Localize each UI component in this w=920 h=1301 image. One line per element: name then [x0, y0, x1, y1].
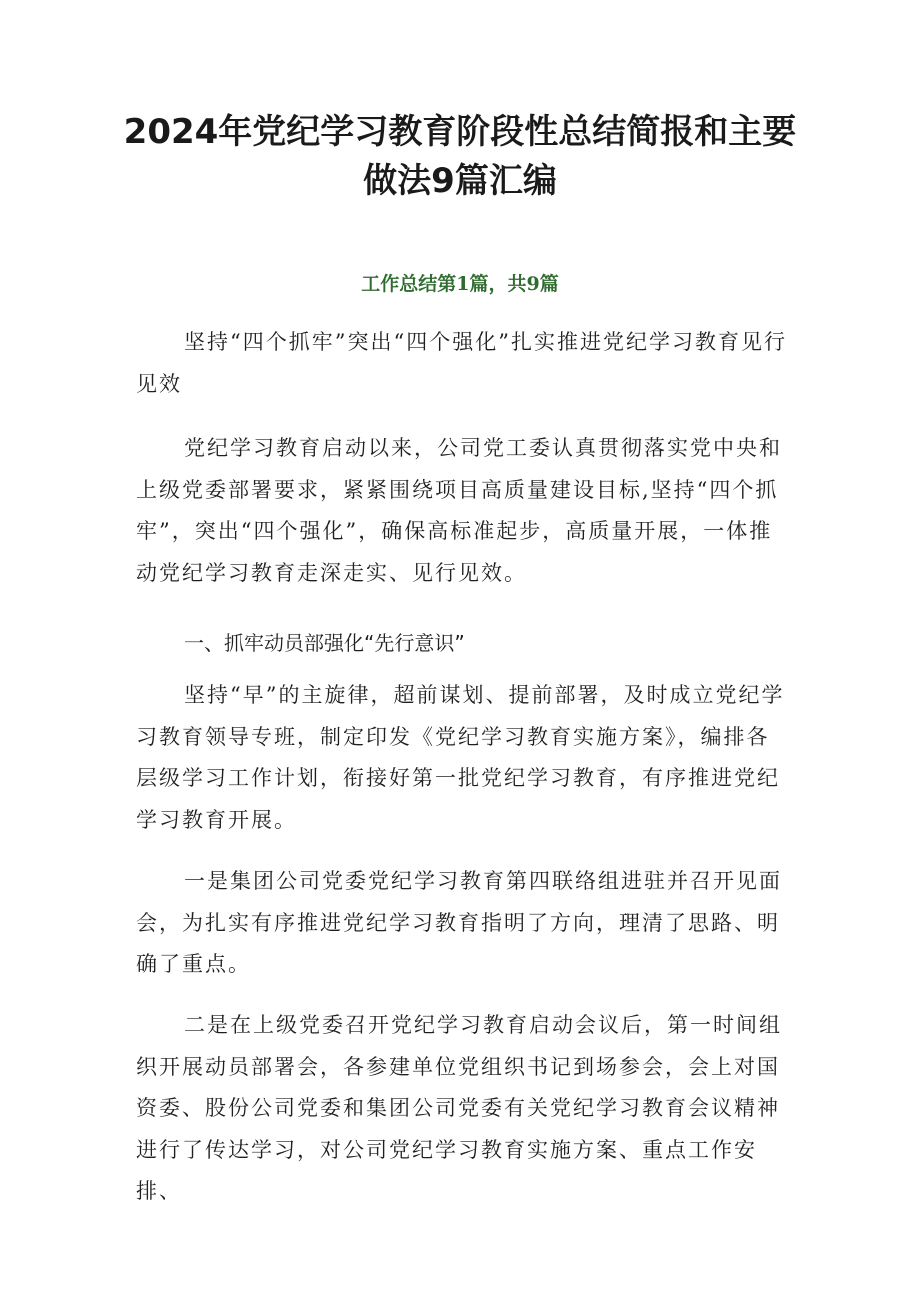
section-paragraph: 二是在上级党委召开党纪学习教育启动会议后，第一时间组织开展动员部署会，各参建单位党组织书记到场参会，会上对国资委、股份公司党委和集团公司党委有关党纪学习教育会议精神进行了传达学习，对公司党纪学习教育实施方案、重点工作安排、 — [136, 1013, 782, 1203]
intro-heading-paragraph: 坚持“四个抓牢”突出“四个强化”扎实推进党纪学习教育见行见效 — [136, 330, 787, 396]
document-title: 2024年党纪学习教育阶段性总结简报和主要做法9篇汇编 — [123, 112, 797, 201]
intro-paragraph: 党纪学习教育启动以来，公司党工委认真贯彻落实党中央和上级党委部署要求，紧紧围绕项目高质量建设目标,坚持“四个抓牢”，突出“四个强化”，确保高标准起步，高质量开展，一体推动党纪学习教育走深走实、见行见效。 — [136, 436, 782, 585]
document-subtitle: 工作总结第1篇，共9篇 — [361, 273, 559, 295]
section-paragraph: 一是集团公司党委党纪学习教育第四联络组进驻并召开见面会，为扎实有序推进党纪学习教育指明了方向，理清了思路、明确了重点。 — [136, 869, 782, 976]
section-heading: 一、抓牢动员部强化“先行意识” — [184, 631, 465, 655]
section-paragraph: 坚持“早”的主旋律，超前谋划、提前部署，及时成立党纪学习教育领导专班，制定印发《党纪学习教育实施方案》，编排各层级学习工作计划，衔接好第一批党纪学习教育，有序推进党纪学习教育开展。 — [136, 683, 785, 832]
